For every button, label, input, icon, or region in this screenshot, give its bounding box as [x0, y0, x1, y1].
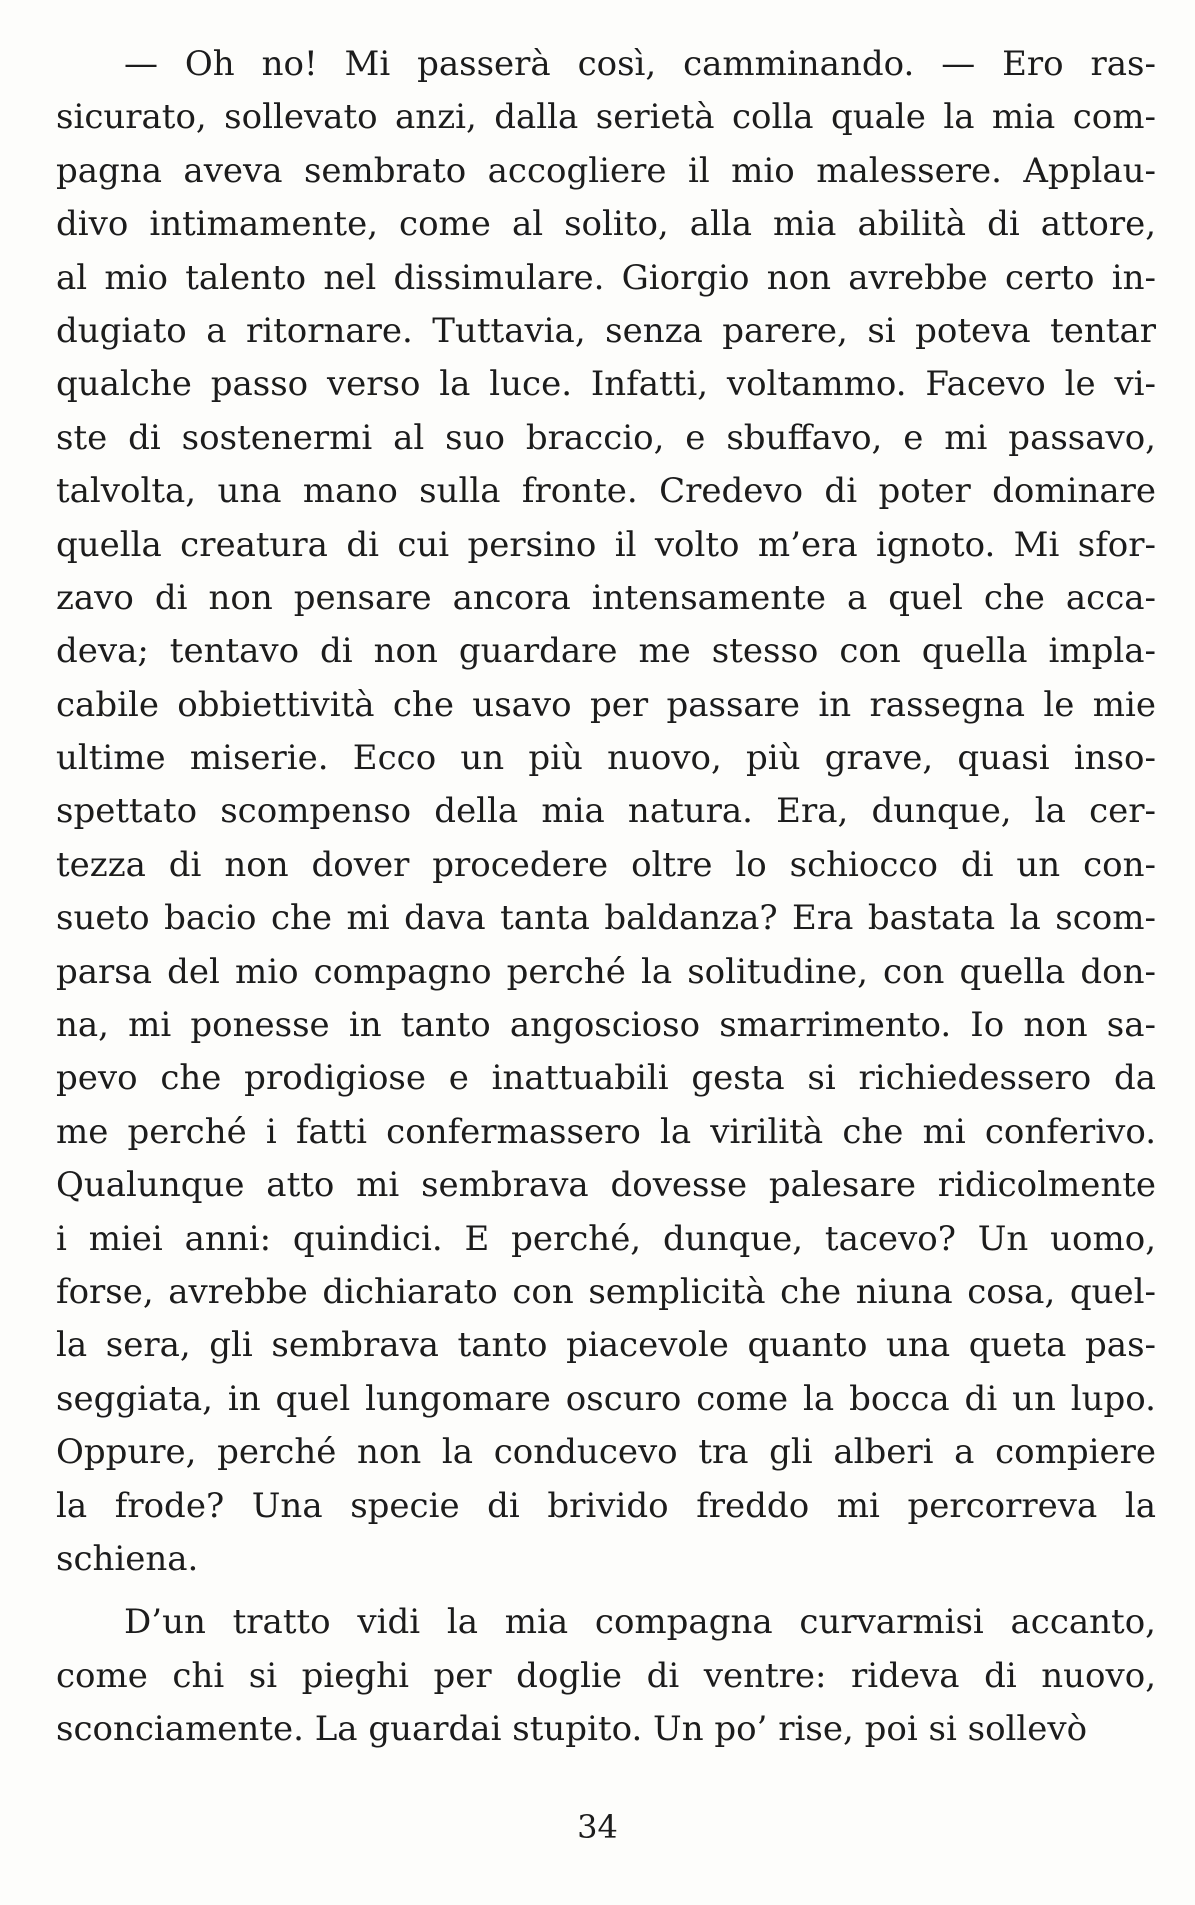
- text-line: — Oh no! Mi passerà così, camminando. — Ero ras-: [124, 44, 1156, 84]
- text-line: divo intimamente, come al solito, alla mia abilità di attore,: [56, 204, 1156, 245]
- text-line: ste di sostenermi al suo braccio, e sbuffavo, e mi passavo,: [56, 417, 1156, 458]
- text-line: la frode? Una specie di brivido freddo mi percorreva la: [56, 1485, 1156, 1526]
- text-line: talvolta, una mano sulla fronte. Credevo di poter dominare: [56, 471, 1156, 512]
- text-line: Oppure, perché non la conducevo tra gli alberi a compiere: [56, 1432, 1156, 1473]
- text-line: parsa del mio compagno perché la solitudine, con quella don-: [56, 951, 1156, 992]
- text-line: zavo di non pensare ancora intensamente a quel che acca-: [56, 577, 1156, 618]
- text-line: D’un tratto vidi la mia compagna curvarmisi accanto,: [124, 1602, 1156, 1643]
- text-line: pagna aveva sembrato accogliere il mio malessere. Applau-: [56, 150, 1156, 191]
- text-line: schiena.: [56, 1538, 199, 1579]
- text-line: al mio talento nel dissimulare. Giorgio non avrebbe certo in-: [56, 257, 1156, 298]
- text-line: tezza di non dover procedere oltre lo schiocco di un con-: [56, 844, 1156, 885]
- text-line: seggiata, in quel lungomare oscuro come la bocca di un lupo.: [56, 1378, 1156, 1419]
- text-line: cabile obbiettività che usavo per passare in rassegna le mie: [56, 684, 1156, 725]
- text-line: i miei anni: quindici. E perché, dunque, tacevo? Un uomo,: [56, 1218, 1156, 1259]
- text-line: la sera, gli sembrava tanto piacevole quanto una queta pas-: [56, 1325, 1156, 1366]
- text-line: deva; tentavo di non guardare me stesso con quella impla-: [56, 631, 1156, 672]
- text-line: ultime miserie. Ecco un più nuovo, più grave, quasi inso-: [56, 738, 1156, 779]
- text-line: come chi si pieghi per doglie di ventre: rideva di nuovo,: [56, 1655, 1156, 1696]
- text-line: qualche passo verso la luce. Infatti, voltammo. Facevo le vi-: [56, 364, 1156, 405]
- text-line: spettato scompenso della mia natura. Era, dunque, la cer-: [56, 791, 1156, 832]
- text-line: na, mi ponesse in tanto angoscioso smarrimento. Io non sa-: [56, 1005, 1156, 1046]
- text-line: sconciamente. La guardai stupito. Un po’ rise, poi si sollevò: [56, 1709, 1088, 1750]
- paragraph-gap: [56, 1586, 1156, 1596]
- text-line: quella creatura di cui persino il volto m’era ignoto. Mi sfor-: [56, 524, 1156, 565]
- text-line: me perché i fatti confermassero la virilità che mi conferivo.: [56, 1111, 1156, 1152]
- body-text: [56, 38, 1156, 1757]
- text-line: Qualunque atto mi sembrava dovesse palesare ridicolmente: [56, 1165, 1156, 1206]
- text-line: dugiato a ritornare. Tuttavia, senza parere, si poteva tentar: [56, 310, 1156, 351]
- text-line: forse, avrebbe dichiarato con semplicità che niuna cosa, quel-: [56, 1271, 1156, 1312]
- text-line: sueto bacio che mi dava tanta baldanza? Era bastata la scom-: [56, 898, 1156, 939]
- paragraph: [56, 38, 1156, 1586]
- paragraph: [56, 1596, 1156, 1756]
- text-line: sicurato, sollevato anzi, dalla serietà colla quale la mia com-: [56, 97, 1156, 138]
- page-number: 34: [577, 1808, 618, 1846]
- text-line: pevo che prodigiose e inattuabili gesta si richiedessero da: [56, 1058, 1156, 1099]
